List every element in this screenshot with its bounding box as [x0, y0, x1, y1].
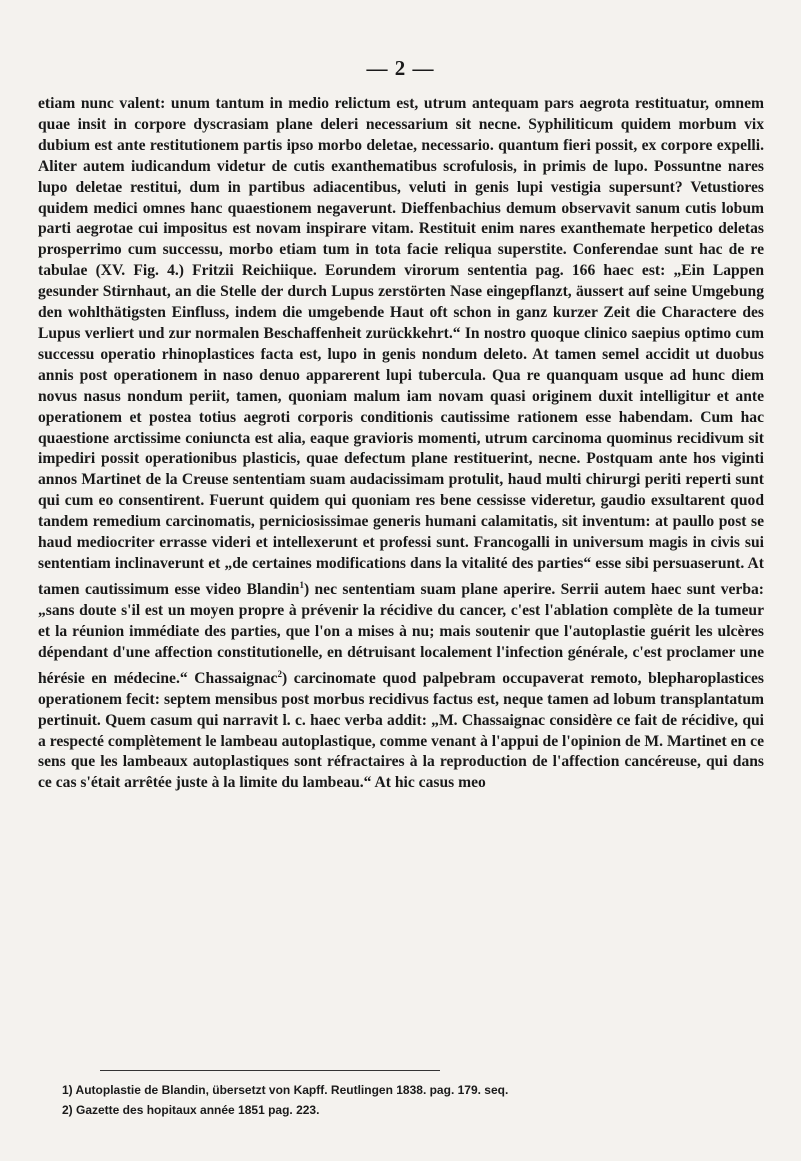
page-number-header: — 2 — — [366, 56, 435, 80]
main-text — [38, 94, 764, 794]
main-paragraph — [38, 94, 764, 794]
footnote-2: 2) Gazette des hopitaux année 1851 pag. 223. — [62, 1103, 320, 1117]
text-part-1: etiam nunc valent: unum tantum in medio relictum est, utrum antequam pars aegrota restituatur, omnem quae insit in corpore dyscrasiam plane deleri necessarium sit necne. Syphiliticum quidem morbum vix dubium est ante restitutionem partis ipso morbo deletae, necessario. quantum fieri possit, ex corpore expelli. Aliter autem iudicandum videtur de cutis exanthematibus scrofulosis, in primis de lupo. Possuntne nares lupo deletae restitui, dum in partibus adiacentibus, veluti in genis lupi vestigia supersunt? Vetustiores quidem medici omnes hanc quaestionem negaverunt. Dieffenbachius demum observavit sanum cutis lobum parti aegrotae cui impositus est novam inspirare vitam. Restituit enim nares exanthemate herpetico deletas prosperrimo cum successu, morbo etiam tum in tota facie reliqua superstite. Conferendae sunt hac de re tabulae (XV. Fig. 4.) Fritzii Reichiique. Eorundem virorum sententia pag. 166 haec est: „Ein Lappen gesunder Stirnhaut, an die Stelle der durch Lupus zerstörten Nase eingepflanzt, äussert auf seine Umgebung den wohlthätigsten Einfluss, indem die umgebende Haut oft schon in ganz kurzer Zeit die Charactere des Lupus verliert und zur normalen Beschaffenheit zurückkehrt.“ In nostro quoque clinico saepius optimo cum successu operatio rhinoplastices facta est, lupo in genis nondum deleto. At tamen semel accidit ut duobus annis post operationem in naso denuo apparerent lupi tubercula. Qua re quanquam usque ad hunc diem novus nasus nondum periit, tamen, quoniam malum iam novam quasi originem duxit intelligitur et ante operationem et postea totius aegroti corporis conditionis cautissime rationem esse habendam. Cum hac quaestione arctissime coniuncta est alia, eaque gravioris momenti, utrum carcinoma quominus recidivum sit impediri possit operationibus plasticis, quae defectum plane restituerint, necne. Postquam ante hos viginti annos Martinet de la Creuse sententiam suam audacissimam protulit, haud multi chirurgi periti reperti sunt qui cum eo consentirent. Fuerunt quidem qui quoniam res bene cessisse videretur, gaudio exsultarent quod tandem remedium carcinomatis, perniciosissimae generis humani calamitatis, sit inventum: at paullo post se haud mediocriter errasse videri et intellexerunt et professi sunt. Francogalli in universum magis in civis sui sententiam inclinaverunt et „de certaines modifications dans la vitalité des parties“ esse sibi persuaserunt. At tamen cautissimum esse video Blandin — [38, 95, 764, 599]
footnotes — [62, 1080, 722, 1120]
text-part-2: ) nec sententiam suam plane aperire. Serrii autem haec sunt verba: „sans doute s'il est un moyen propre à prévenir la récidive du cancer, c'est l'ablation complète de la tumeur et la réunion immédiate des parties, que l'on a mises à nu; mais soutenir que l'autoplastie guérit les ulcères dépendant d'une affection constitutionelle, en détruisant localement l'infection générale, c'est proclamer une hérésie en médecine.“ Chassaignac — [38, 581, 764, 687]
text-part-3: ) carcinomate quod palpebram occupaverat remoto, blepharoplastices operationem fecit: septem mensibus post morbus recidivus factus est, neque tamen ad lobum transplantatum pertinuit. Quem casum qui narravit l. c. haec verba addit: „M. Chassaignac considère ce fait de récidive, qui a respecté complètement le lambeau autoplastique, comme venant à l'appui de l'opinion de M. Martinet en ce sens que les lambeaux autoplastiques sont réfractaires à la reproduction de l'affection cancéreuse, qui dans ce cas s'était arrêtée juste à la limite du lambeau.“ At hic casus meo — [38, 669, 764, 792]
footnote-1: 1) Autoplastie de Blandin, übersetzt von Kapff. Reutlingen 1838. pag. 179. seq. — [62, 1083, 509, 1097]
footnote-ref-2: 2 — [277, 668, 282, 679]
footnote-divider — [100, 1070, 440, 1071]
footnote-ref-1: 1 — [299, 579, 304, 590]
